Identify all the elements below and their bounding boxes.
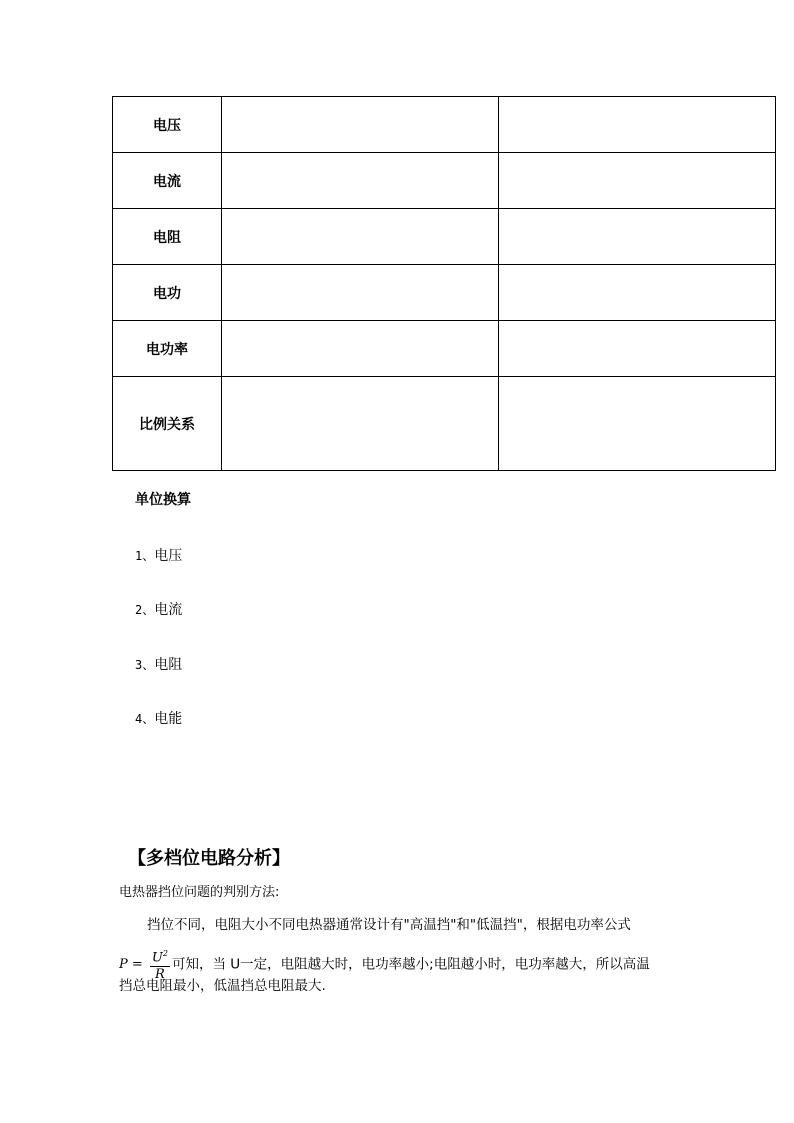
list-number: 4、 — [135, 712, 155, 726]
row-label-current: 电流 — [113, 153, 222, 209]
list-item — [135, 654, 182, 674]
table-row — [113, 153, 776, 209]
list-text: 电阻 — [154, 657, 183, 673]
paragraph-line: 挡位不同，电阻大小不同电热器通常设计有"高温挡"和"低温挡"，根据电功率公式 — [147, 917, 631, 933]
cell-empty — [499, 153, 776, 209]
list-text: 电流 — [154, 602, 183, 618]
cell-empty — [499, 377, 776, 471]
row-label-resistance: 电阻 — [113, 209, 222, 265]
table-row — [113, 321, 776, 377]
list-text: 电压 — [154, 548, 183, 564]
cell-empty — [499, 265, 776, 321]
table-row — [113, 377, 776, 471]
formula-denominator: R — [155, 967, 165, 983]
cell-empty — [499, 97, 776, 153]
list-item — [135, 708, 182, 728]
cell-empty — [222, 265, 499, 321]
paragraph-line: 挡总电阻最小，低温挡总电阻最大. — [119, 978, 326, 994]
row-label-voltage: 电压 — [113, 97, 222, 153]
cell-empty — [222, 321, 499, 377]
unit-conversion-title: 单位换算 — [135, 492, 191, 508]
list-text: 电能 — [154, 711, 183, 727]
cell-empty — [222, 377, 499, 471]
formula-numerator: $U^2$ — [150, 946, 170, 967]
paragraph-text: 可知，当 U一定，电阻越大时，电功率越小;电阻越小时，电功率越大，所以高温 — [171, 956, 650, 973]
list-number: 3、 — [135, 658, 155, 672]
cell-empty — [222, 153, 499, 209]
row-label-ratio: 比例关系 — [113, 377, 222, 471]
section-heading: 【多档位电路分析】 — [128, 848, 290, 869]
method-title: 电热器挡位问题的判别方法: — [119, 885, 280, 900]
formula-exponent: 2 — [162, 949, 168, 958]
list-number: 1、 — [135, 549, 155, 563]
cell-empty — [499, 209, 776, 265]
table-row — [113, 209, 776, 265]
table-row — [113, 97, 776, 153]
cell-empty — [222, 209, 499, 265]
list-number: 2、 — [135, 603, 155, 617]
cell-empty — [222, 97, 499, 153]
cell-empty — [499, 321, 776, 377]
list-item — [135, 599, 182, 619]
row-label-power: 电功率 — [113, 321, 222, 377]
table-row — [113, 265, 776, 321]
formula-lhs: P = — [119, 957, 143, 973]
list-item — [135, 545, 182, 565]
comparison-table — [112, 96, 776, 471]
row-label-work: 电功 — [113, 265, 222, 321]
